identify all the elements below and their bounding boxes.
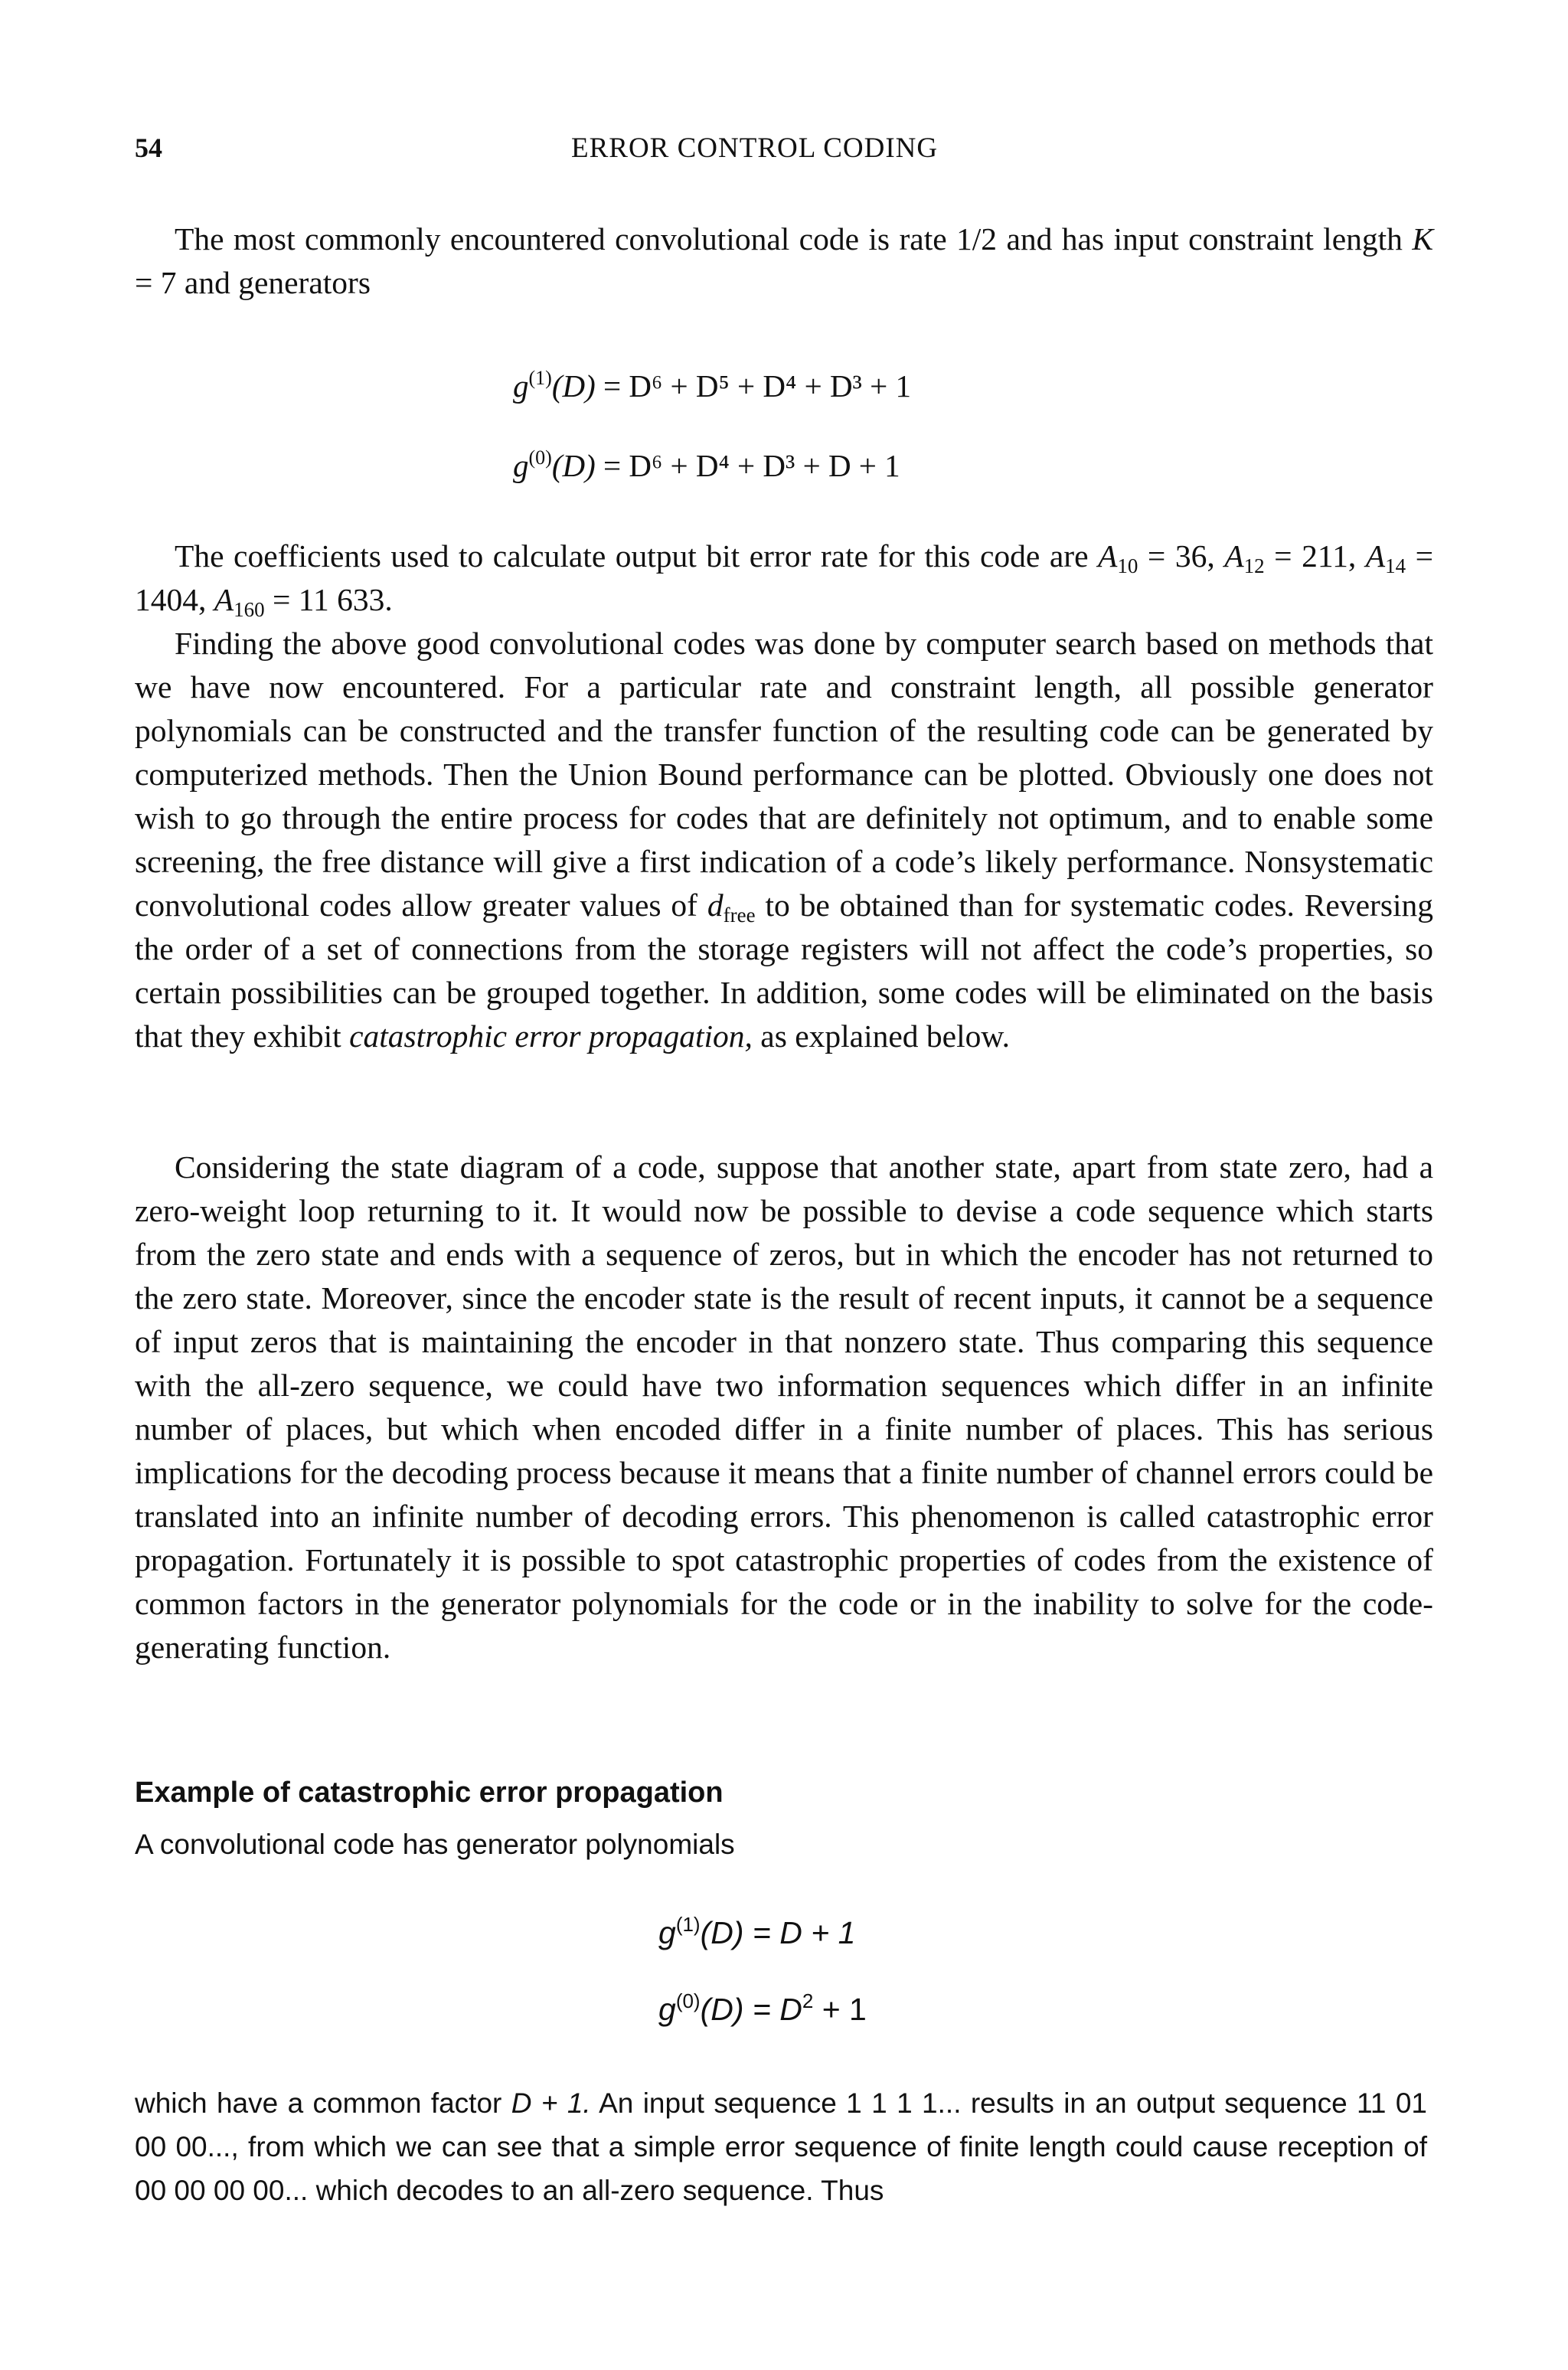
search-paragraph: Finding the above good convolutional codes was done by computer search based on methods that we have now encountered. For a particular rate and constraint length, all possible generator polynomials can be constructed and the transfer function of the resulting code can be generated by computerized methods. Then the Union Bound performance can be plotted. Obviously one does not wish to go through the entire process for codes that are definitely not optimum, and to enable some screening, the free distance will give a first indication of a code’s likely performance. Nonsystematic convolutional codes allow greater values of $d_{free}$ to be obtained than for systematic codes. Reversing the order of a set of connections from the storage registers will not affect the code’s properties, so certain possibilities can be grouped together. In addition, some codes will be eliminated on the basis that they exhibit catastrophic error propagation, as explained below. — [135, 626, 1434, 1054]
term-catastrophic: catastrophic error propagation, — [349, 1018, 753, 1054]
page-header — [135, 132, 1436, 175]
var-K: K — [1412, 221, 1433, 257]
equation-g0-example: $g^{(0)}(D) = D^2 + 1$ — [658, 1989, 867, 2027]
example-intro: A convolutional code has generator polynomials — [135, 1829, 735, 1860]
equation-g0-main: $g^{(0)}(D) = D^6 + D^4 + D^3 + D + 1$ — [513, 446, 900, 483]
running-head: ERROR CONTROL CODING — [571, 132, 939, 164]
equation-g1-example: $g^{(1)}(D) = D + 1$ — [658, 1913, 856, 1950]
example-closing-paragraph: which have a common factor D + 1. An input sequence 1 1 1 1... results in an output sequence 11 01 00 00..., from which we can see that a simple error sequence of finite length could cause reception of 00 00 00 00... which decodes to an all-zero sequence. Thus — [135, 2087, 1427, 2206]
page-number: 54 — [135, 132, 162, 163]
equation-g1-main: $g^{(1)}(D) = D^6 + D^5 + D^4 + D^3 + 1$ — [513, 367, 911, 404]
intro-paragraph: The most commonly encountered convolutional code is rate 1/2 and has input constraint length K = 7 and generators — [135, 221, 1433, 300]
state-diagram-paragraph: Considering the state diagram of a code, suppose that another state, apart from state zero, had a zero-weight loop returning to it. It would now be possible to devise a code sequence which starts from the zero state and ends with a sequence of zeros, but in which the encoder has not returned to the zero state. Moreover, since the encoder state is the result of recent inputs, it cannot be a sequence of input zeros that is maintaining the encoder in that nonzero state. Thus comparing this sequence with the all-zero sequence, we could have two information sequences which differ in an infinite number of places, but which when encoded differ in a finite number of places. This has serious implications for the decoding process because it means that a finite number of channel errors could be translated into an infinite number of decoding errors. This phenomenon is called catastrophic error propagation. Fortunately it is possible to spot catastrophic properties of codes from the existence of common factors in the generator polynomials for the code or in the inability to solve for the code-generating function. — [135, 1149, 1433, 1665]
coefficients-paragraph: The coefficients used to calculate output bit error rate for this code are $A_{10} = 36$, $A_{12} = 211$, $A_{14} = 1404$, $A_{160} = 11$ 633. — [135, 538, 1434, 621]
example-heading: Example of catastrophic error propagation — [135, 1777, 724, 1809]
